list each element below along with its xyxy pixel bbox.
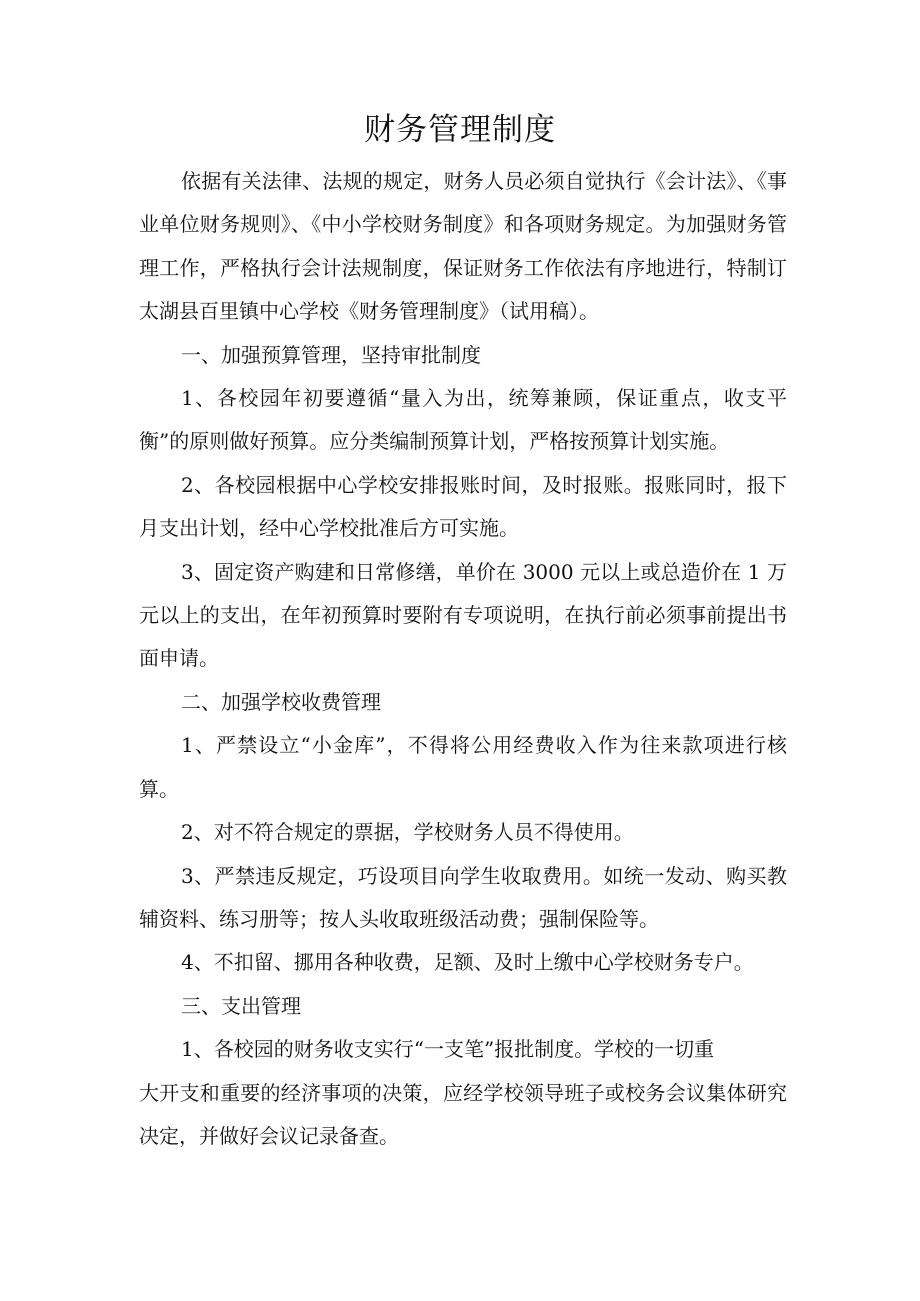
section-heading-fees: 二、加强学校收费管理 (181, 689, 381, 714)
fees-item-1: 1、严禁设立“小金库”，不得将公用经费收入作为往来款项进行核算。 (139, 733, 787, 801)
fees-item-4: 4、不扣留、挪用各种收费，足额、及时上缴中心学校财务专户。 (181, 950, 754, 975)
budget-item-3: 3、固定资产购建和日常修缮，单价在 3000 元以上或总造价在 1 万元以上的支出，在年初预算时要附有专项说明，在执行前必须事前提出书面申请。 (139, 559, 787, 671)
document-body (139, 160, 787, 1158)
fees-item-3: 3、严禁违反规定，巧设项目向学生收取费用。如统一发动、购买教辅资料、练习册等；按人头收取班级活动费；强制保险等。 (139, 863, 787, 931)
expenditure-item-1: 1、各校园的财务收支实行“一支笔”报批制度。学校的一切重 大开支和重要的经济事项的决策，应经学校领导班子或校务会议集体研究决定，并做好会议记录备查。 (139, 1037, 787, 1148)
section-heading-expenditure: 三、支出管理 (181, 993, 301, 1018)
budget-item-1: 1、各校园年初要遵循“量入为出，统筹兼顾，保证重点，收支平衡”的原则做好预算。应分类编制预算计划，严格按预算计划实施。 (139, 386, 787, 454)
document-title: 财务管理制度 (364, 112, 556, 148)
fees-item-2: 2、对不符合规定的票据，学校财务人员不得使用。 (181, 820, 634, 845)
intro-paragraph: 依据有关法律、法规的规定，财务人员必须自觉执行《会计法》、《事业单位财务规则》、《中小学校财务制度》和各项财务规定。为加强财务管理工作，严格执行会计法规制度，保证财务工作依法有序地进行，特制订太湖县百里镇中心学校《财务管理制度》（试用稿）。 (139, 169, 787, 324)
budget-item-2: 2、各校园根据中心学校安排报账时间，及时报账。报账同时，报下月支出计划，经中心学校批准后方可实施。 (139, 472, 787, 541)
section-heading-budget: 一、加强预算管理，坚持审批制度 (181, 342, 481, 367)
